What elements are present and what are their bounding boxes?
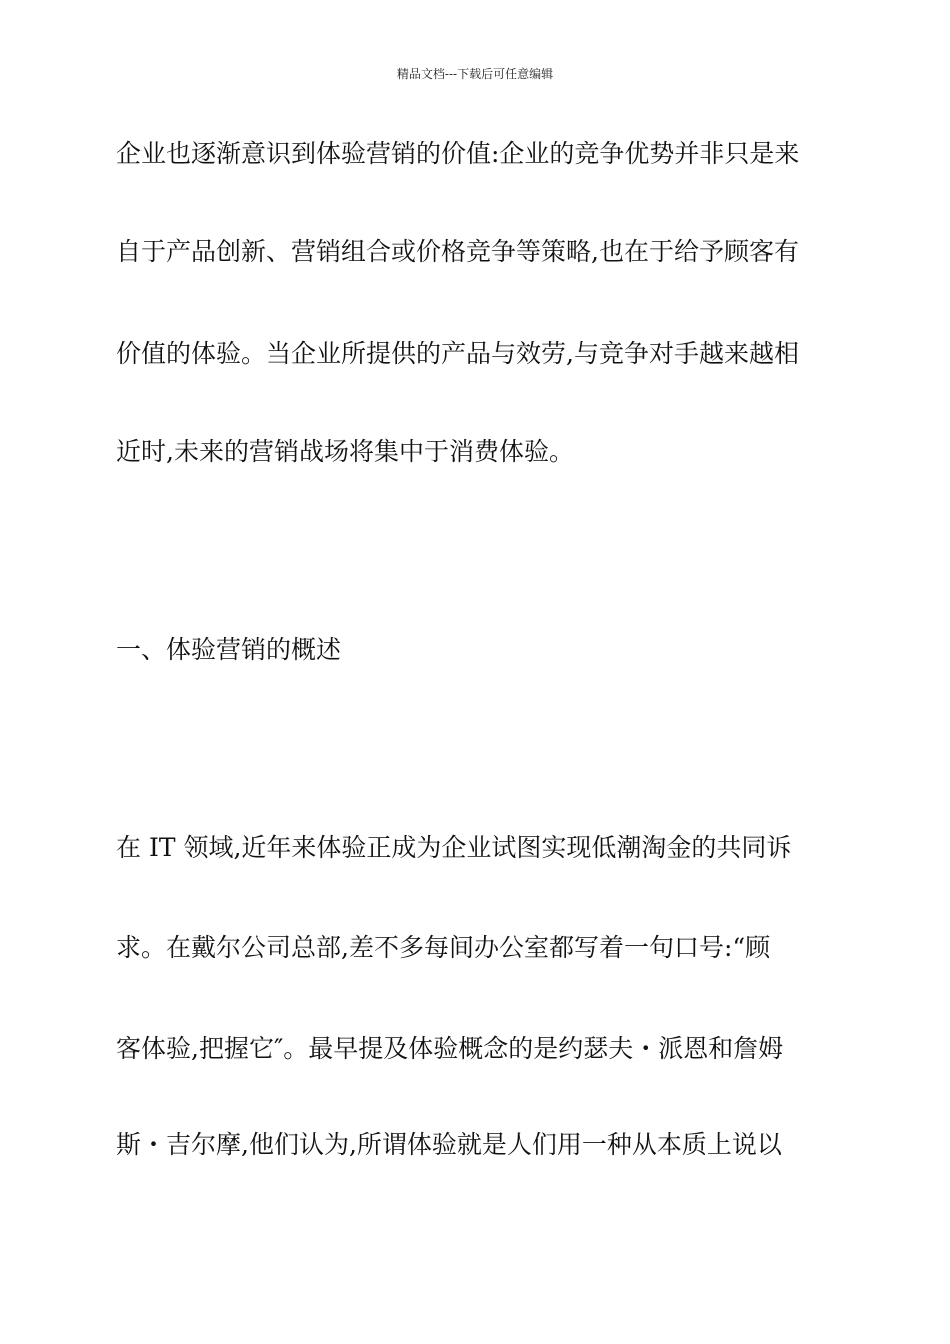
paragraph-line: 自于产品创新、营销组合或价格竞争等策略,也在于给予顾客有: [116, 237, 799, 266]
paragraph-line: 在 IT 领域,近年来体验正成为企业试图实现低潮淘金的共同诉: [116, 833, 792, 862]
page-header: 精品文档---下载后可任意编辑: [396, 67, 554, 81]
paragraph-line: 价值的体验。当企业所提供的产品与效劳,与竞争对手越来越相: [116, 339, 799, 368]
paragraph-line: 斯・吉尔摩,他们认为,所谓体验就是人们用一种从本质上说以: [116, 1130, 782, 1159]
section-heading: 一、体验营销的概述: [116, 635, 342, 664]
paragraph-line: 企业也逐渐意识到体验营销的价值:企业的竞争优势并非只是来: [116, 139, 800, 168]
paragraph-line: 客体验,把握它″。最早提及体验概念的是约瑟夫・派恩和詹姆: [116, 1034, 784, 1063]
paragraph-line: 求。在戴尔公司总部,差不多每间办公室都写着一句口号:“顾: [116, 933, 771, 962]
paragraph-line: 近时,未来的营销战场将集中于消费体验。: [116, 437, 574, 466]
